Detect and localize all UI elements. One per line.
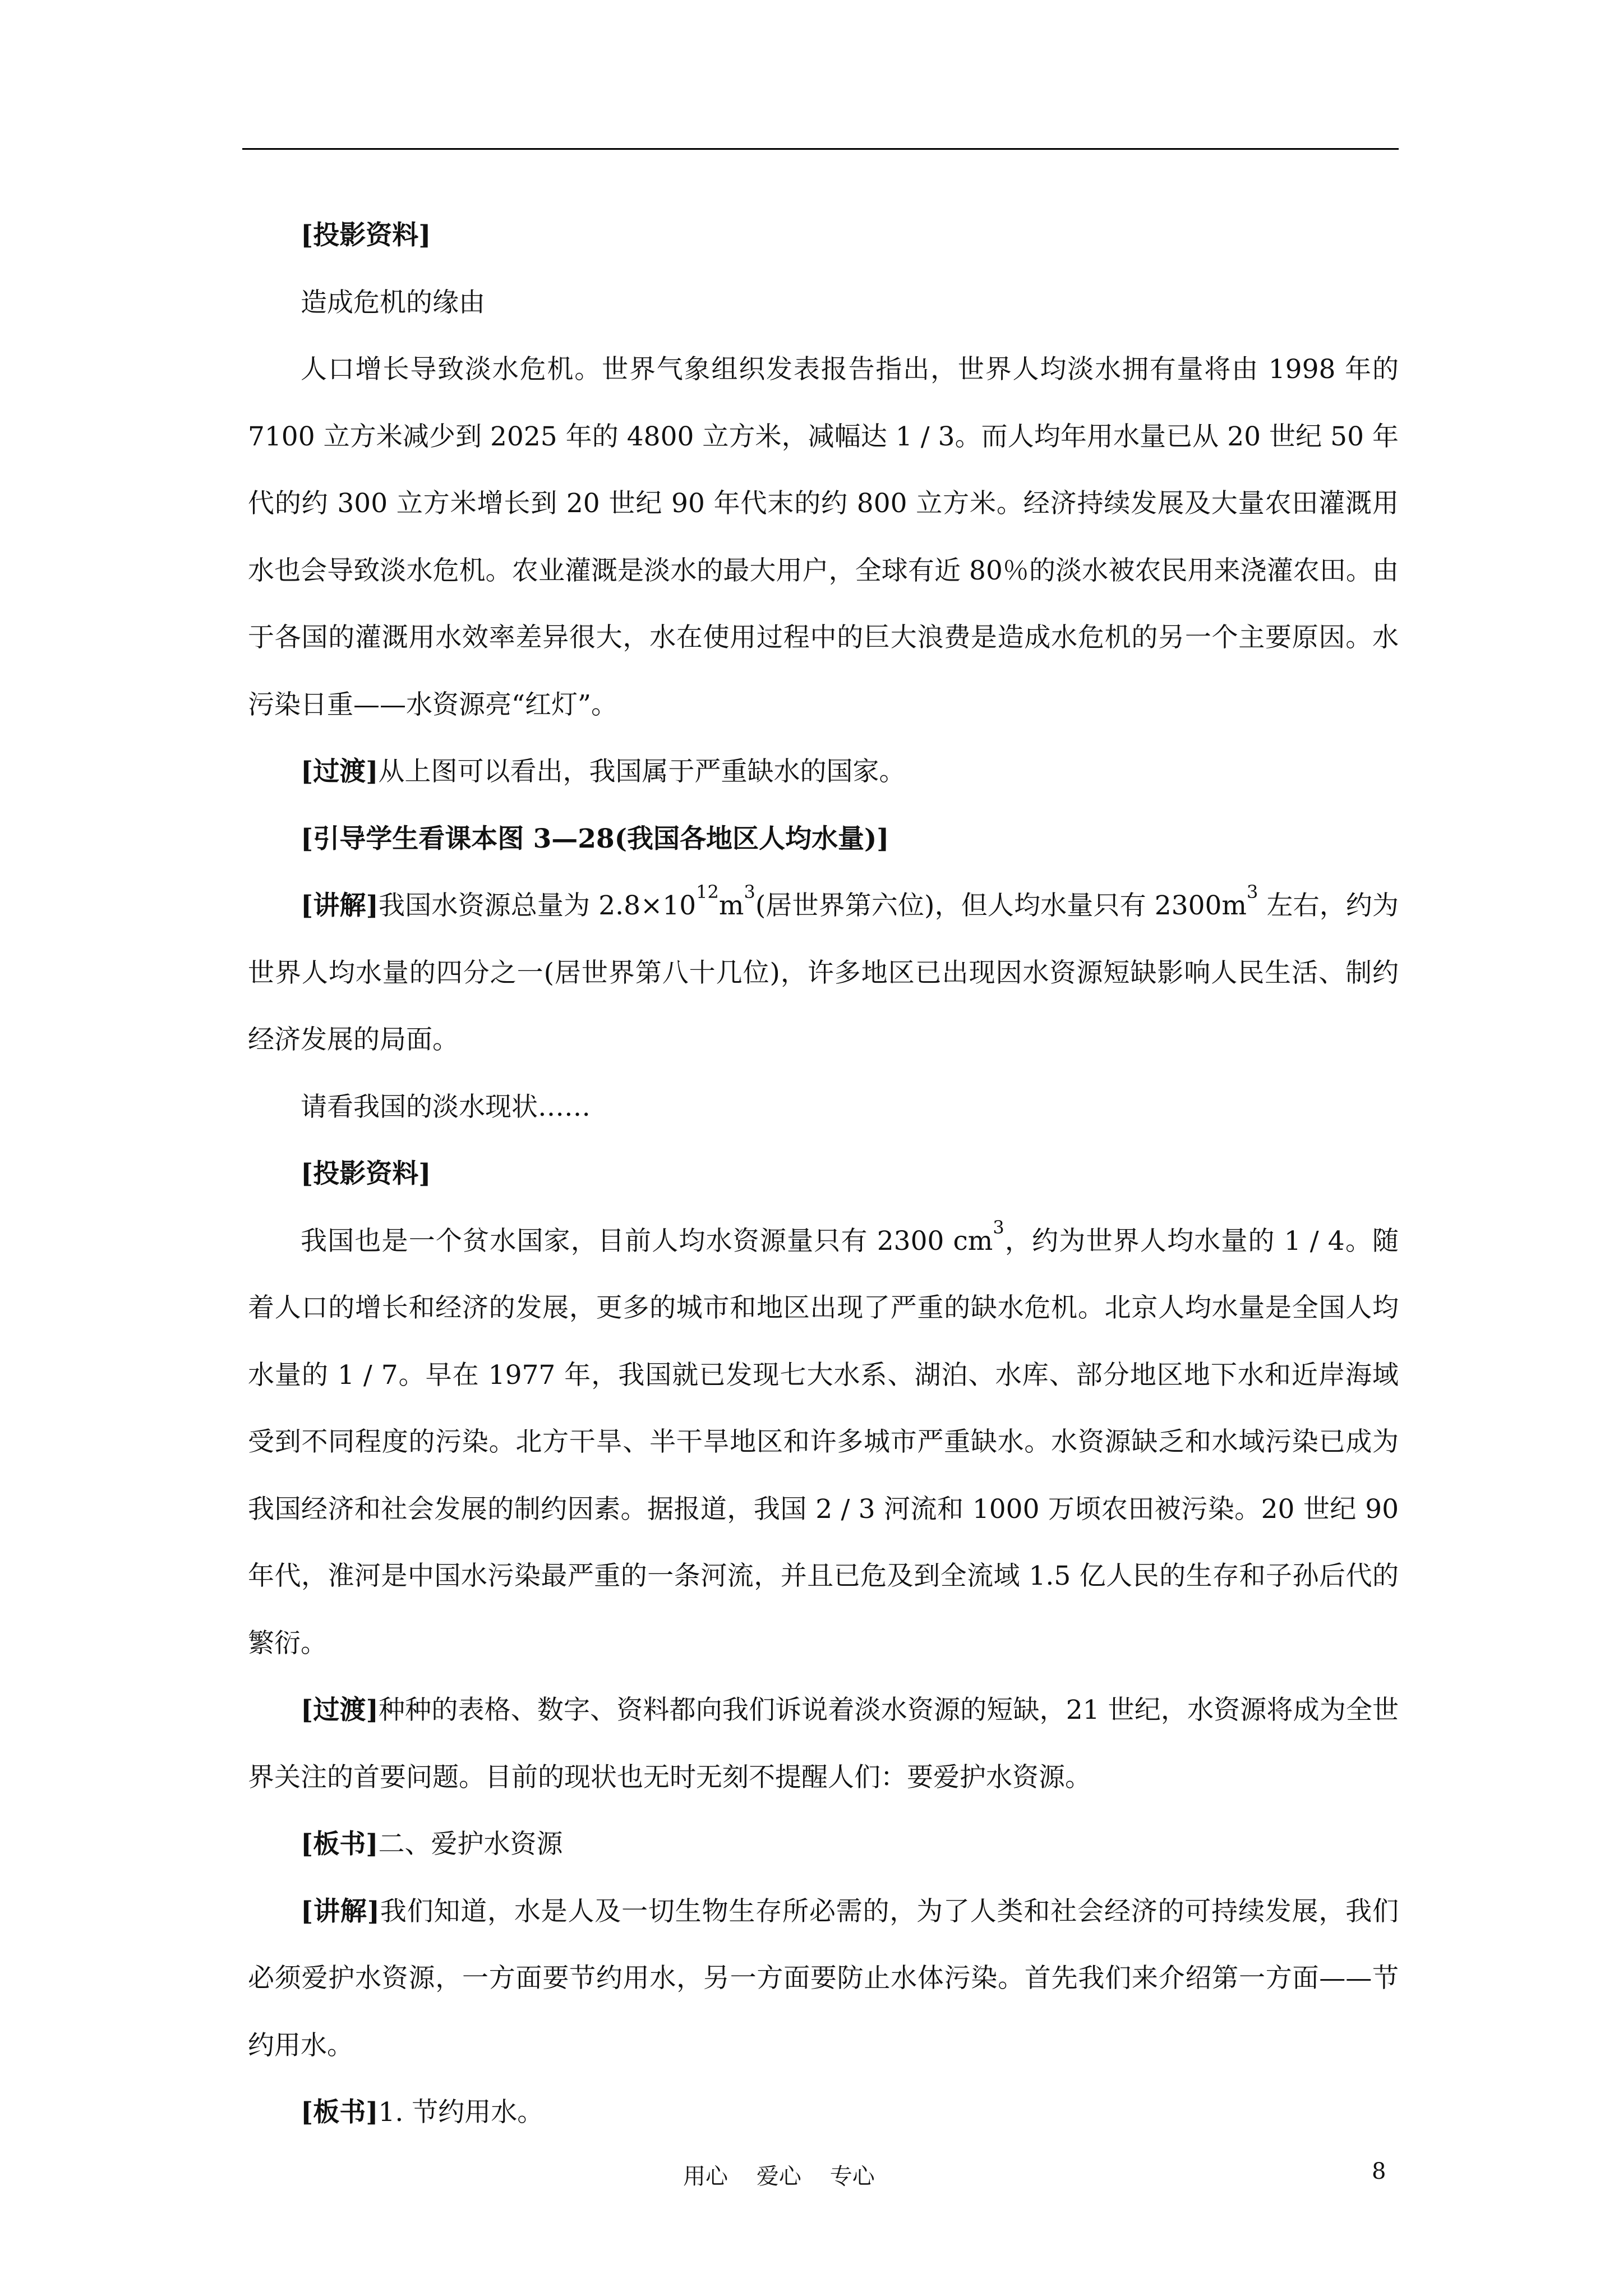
footer-motto: 用心 爱心 专心 [683,2164,875,2189]
paragraph-text: 造成危机的缘由 [301,287,485,318]
paragraph-text: 我们知道，水是人及一切生物生存所必需的，为了人类和社会经济的可持续发展，我们必须爱护水资源，一方面要节约用水，另一方面要防止水体污染。首先我们来介绍第一方面——节约用水。 [248,1895,1399,2061]
paragraph-crisis-cause-title [248,269,1399,337]
paragraph-text: 我国水资源总量为 2.8×10 [378,890,697,921]
paragraph-explanation-protect [248,1878,1399,2079]
paragraph-explanation-total [248,872,1399,1074]
paragraph-text: 1. 节约用水。 [378,2097,544,2128]
paragraph-text: 人口增长导致淡水危机。世界气象组织发表报告指出，世界人均淡水拥有量将由 1998 年的 7100 立方米减少到 2025 年的 4800 立方米，减幅达 1 / 3。而人均年用水量已从 20 世纪 50 年代的约 300 立方米增长到 20 世纪 90 年代末的约 800 立方米。经济持续发展及大量农田灌溉用水也会导致淡水危机。农业灌溉是淡水的最大用户，全球有近 80％的淡水被农民用来浇灌农田。由于各国的灌溉用水效率差异很大，水在使用过程中的巨大浪费是造成水危机的另一个主要原因。水污染日重——水资源亮“红灯”。 [248,354,1399,720]
section-tag: [讲解] [301,890,379,921]
paragraph-text: 二、爱护水资源 [378,1829,563,1860]
section-tag: [投影资料] [301,220,431,251]
paragraph-heading-projection [248,202,1399,269]
paragraph-transition-2 [248,1677,1399,1811]
superscript: 12 [696,881,719,903]
paragraph-text: 种种的表格、数字、资料都向我们诉说着淡水资源的短缺，21 世纪，水资源将成为全世界关注的首要问题。目前的现状也无时无刻不提醒人们：要爱护水资源。 [248,1695,1399,1793]
paragraph-transition [248,738,1399,806]
paragraph-text: [引导学生看课本图 3—28(我国各地区人均水量)] [301,823,889,854]
paragraph-text: 请看我国的淡水现状…… [301,1091,591,1122]
paragraph-china-water-status [248,1208,1399,1677]
paragraph-crisis-cause [248,336,1399,738]
paragraph-text: 从上图可以看出，我国属于严重缺水的国家。 [378,756,906,787]
paragraph-text: (居世界第六位)，但人均水量只有 2300m [755,890,1247,921]
superscript: 3 [993,1216,1004,1238]
section-tag: [板书] [301,2097,379,2128]
paragraph-board-save-water [248,2079,1399,2146]
superscript: 3 [744,881,755,903]
section-tag: [过渡] [301,756,379,787]
paragraph-see-status [248,1074,1399,1141]
page-footer [0,2159,1623,2192]
page-number: 8 [1372,2159,1386,2184]
paragraph-text: 我国也是一个贫水国家，目前人均水资源量只有 2300 cm [301,1225,993,1257]
section-tag: [板书] [301,1829,379,1860]
section-tag: [讲解] [301,1895,380,1927]
header-rule [242,148,1399,150]
document-body [248,202,1399,2146]
paragraph-text: ，约为世界人均水量的 1 / 4。随着人口的增长和经济的发展，更多的城市和地区出现了严重的缺水危机。北京人均水量是全国人均水量的 1 / 7。早在 1977 年，我国就已发现七大水系、湖泊、水库、部分地区地下水和近岸海域受到不同程度的污染。北方干旱、半干旱地区和许多城市严重缺水。水资源缺乏和水域污染已成为我国经济和社会发展的制约因素。据报道，我国 2 / 3 河流和 1000 万顷农田被污染。20 世纪 90 年代，淮河是中国水污染最严重的一条河流，并且已危及到全流域 1.5 亿人民的生存和子孙后代的繁衍。 [248,1225,1399,1659]
paragraph-guide-figure [248,806,1399,873]
paragraph-board-protect-water [248,1811,1399,1878]
paragraph-heading-projection-2 [248,1140,1399,1208]
section-tag: [过渡] [301,1695,379,1726]
superscript: 3 [1247,881,1258,903]
paragraph-text: m [718,890,744,921]
section-tag: [投影资料] [301,1158,431,1189]
paragraph-text: 左右，约为世界人均水量的四分之一(居世界第八十几位)，许多地区已出现因水资源短缺影响人民生活、制约经济发展的局面。 [248,890,1399,1055]
